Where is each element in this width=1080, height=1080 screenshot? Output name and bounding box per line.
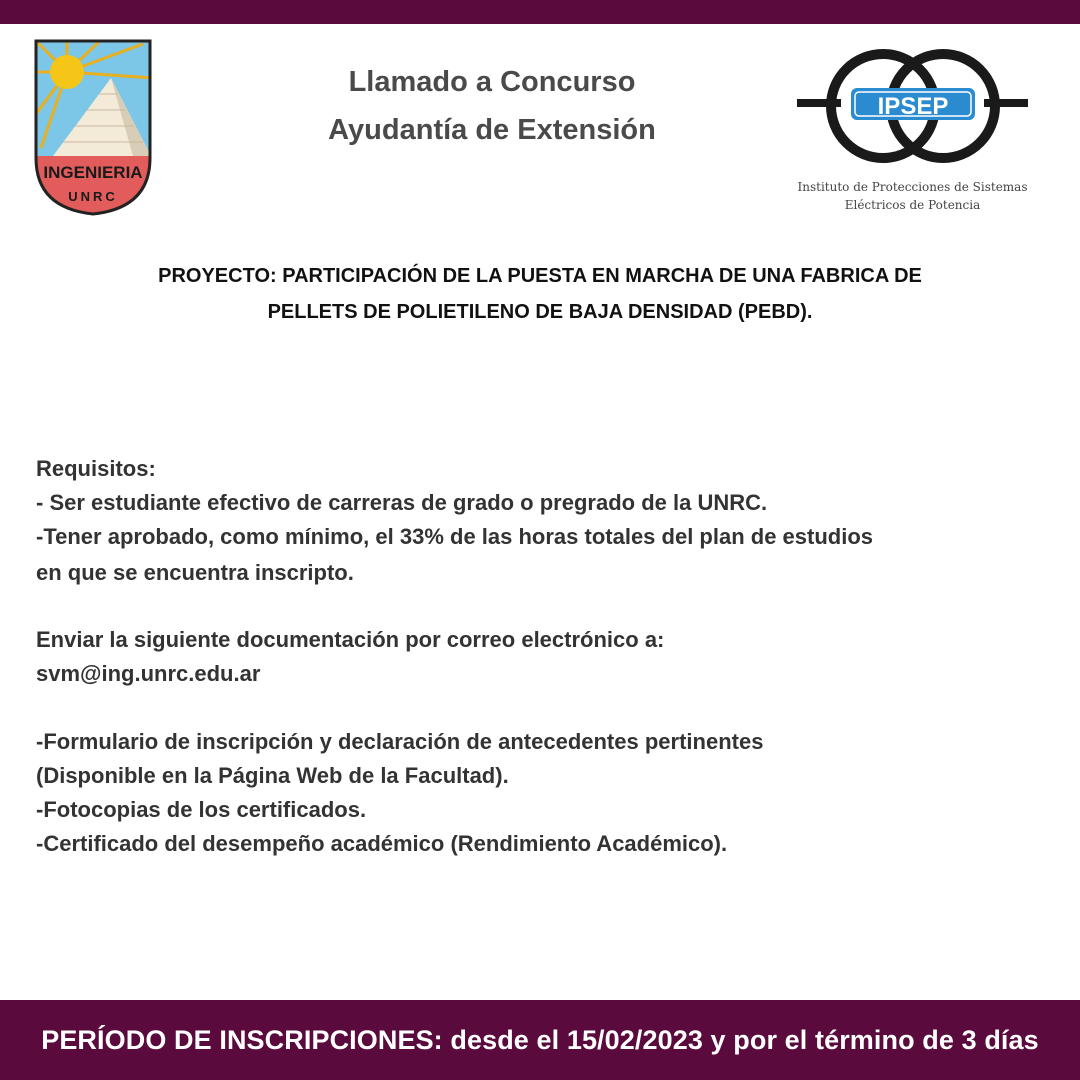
document-item-1-line2: (Disponible en la Página Web de la Facultad). xyxy=(36,763,509,788)
ingenieria-unrc-logo xyxy=(33,38,153,216)
project-title xyxy=(60,258,1020,330)
footer-bar xyxy=(0,1000,1080,1080)
svg-text:IPSEP: IPSEP xyxy=(877,93,949,120)
requirement-item-2-line1: -Tener aprobado, como mínimo, el 33% de las horas totales del plan de estudios xyxy=(36,524,874,549)
ipsep-rings-icon xyxy=(795,44,1030,174)
ipsep-logo xyxy=(795,44,1030,219)
documentation-intro: Enviar la siguiente documentación por correo electrónico a: xyxy=(36,627,665,652)
requirement-item-2-line2: en que se encuentra inscripto. xyxy=(36,560,354,585)
document-item-1-line1: -Formulario de inscripción y declaración de antecedentes pertinentes xyxy=(36,729,764,754)
project-title-line2: PELLETS DE POLIETILENO DE BAJA DENSIDAD (PEBD). xyxy=(267,301,813,323)
enrollment-period-text: PERÍODO DE INSCRIPCIONES: desde el 15/02/2023 y por el término de 3 días xyxy=(41,1024,1039,1055)
contact-email-link[interactable]: svm@ing.unrc.edu.ar xyxy=(36,661,261,686)
document-item-2: -Fotocopias de los certificados. xyxy=(36,797,367,822)
ipsep-caption-line2: Eléctricos de Potencia xyxy=(844,198,981,212)
svg-text:INGENIERIA: INGENIERIA xyxy=(43,163,143,182)
top-brand-bar xyxy=(0,0,1080,24)
header-title-line1: Llamado a Concurso xyxy=(348,66,636,98)
ingenieria-shield-icon xyxy=(33,38,153,216)
svg-text:UNRC: UNRC xyxy=(68,189,118,204)
project-title-line1: PROYECTO: PARTICIPACIÓN DE LA PUESTA EN MARCHA DE UNA FABRICA DE xyxy=(158,265,922,287)
requirements-heading: Requisitos: xyxy=(36,456,156,481)
header-title-line2: Ayudantía de Extensión xyxy=(328,114,656,146)
requirement-item-1: - Ser estudiante efectivo de carreras de grado o pregrado de la UNRC. xyxy=(36,490,768,515)
ipsep-caption-line1: Instituto de Protecciones de Sistemas xyxy=(797,180,1028,194)
document-item-3: -Certificado del desempeño académico (Rendimiento Académico). xyxy=(36,831,728,856)
